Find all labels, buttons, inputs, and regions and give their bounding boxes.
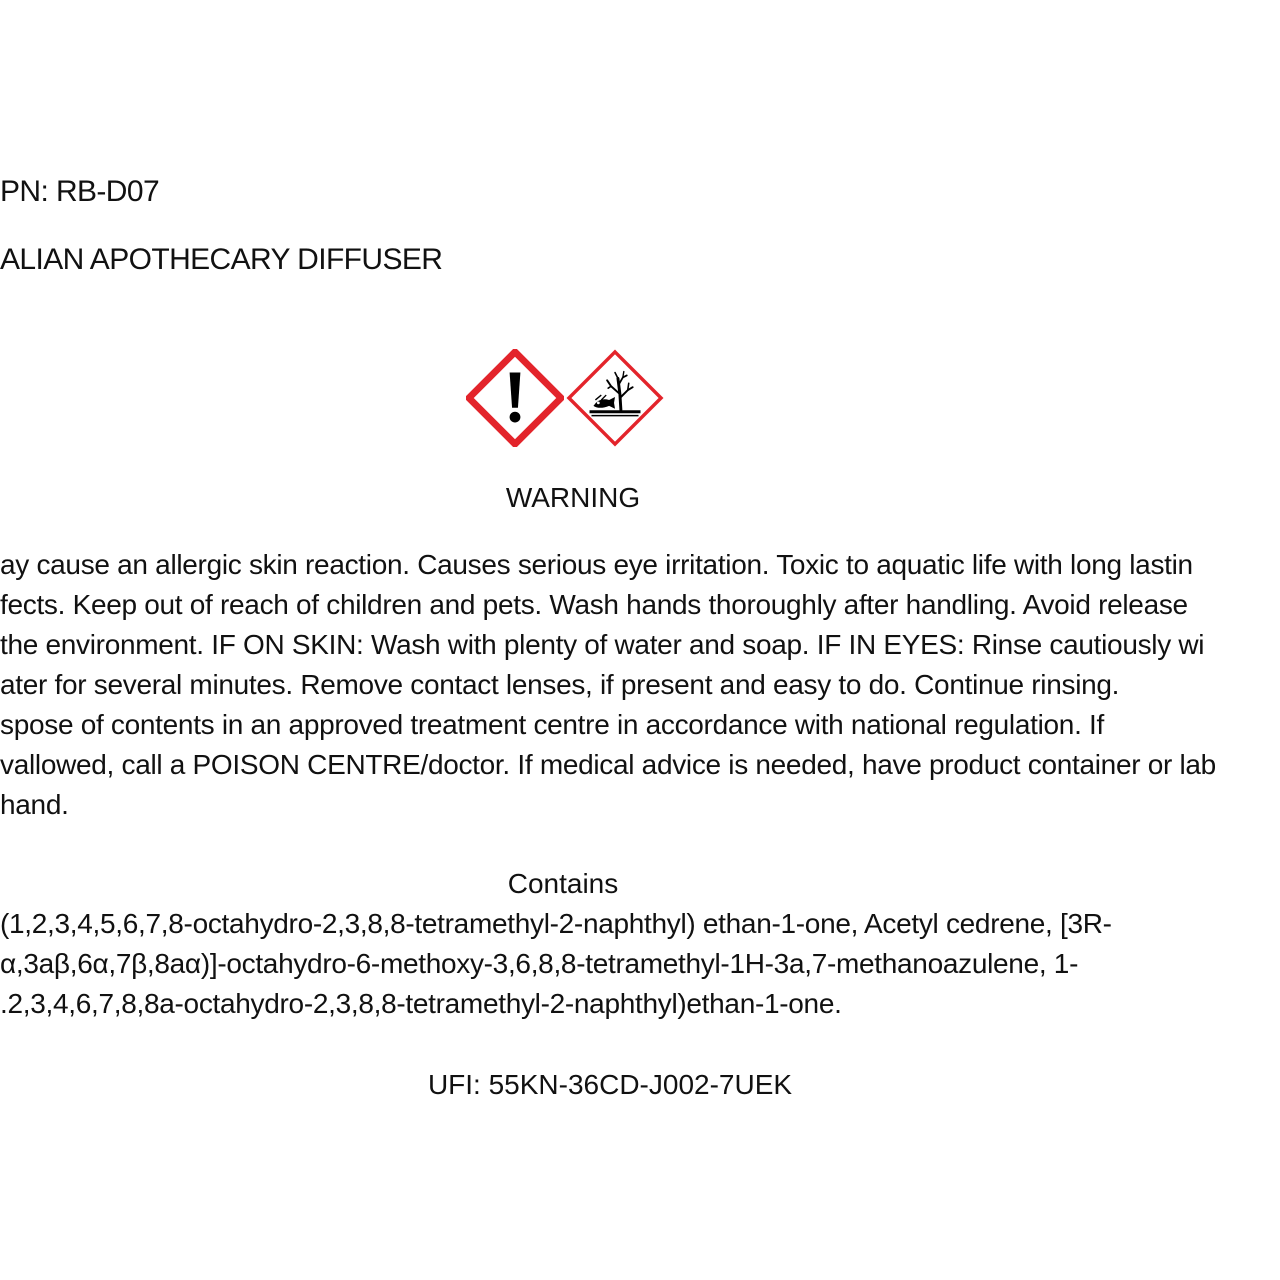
hazard-line: ater for several minutes. Remove contact lenses, if present and easy to do. Continue rinsing. [0, 669, 1120, 700]
ingredient-line: .2,3,4,6,7,8,8a-octahydro-2,3,8,8-tetramethyl-2-naphthyl)ethan-1-one. [0, 988, 842, 1019]
contains-ingredients [0, 904, 1112, 1024]
hazard-line: spose of contents in an approved treatment centre in accordance with national regulation. If [0, 709, 1104, 740]
hazard-line: the environment. IF ON SKIN: Wash with plenty of water and soap. IF IN EYES: Rinse cautiously wi [0, 629, 1205, 660]
hazard-statements [0, 545, 1216, 825]
ingredient-line: (1,2,3,4,5,6,7,8-octahydro-2,3,8,8-tetramethyl-2-naphthyl) ethan-1-one, Acetyl cedrene, [3R- [0, 908, 1112, 939]
hazard-line: fects. Keep out of reach of children and pets. Wash hands thoroughly after handling. Avoid release [0, 589, 1188, 620]
ufi-code: UFI: 55KN-36CD-J002-7UEK [427, 1069, 793, 1100]
signal-word: WARNING [505, 482, 641, 513]
product-number: PN: RB-D07 [0, 175, 160, 208]
ingredient-line: α,3aβ,6α,7β,8aα)]-octahydro-6-methoxy-3,6,8,8-tetramethyl-1H-3a,7-methanoazulene, 1- [0, 948, 1079, 979]
hazard-line: hand. [0, 789, 69, 820]
contains-heading: Contains [507, 868, 619, 899]
exclamation-mark-icon [466, 349, 564, 447]
environment-hazard-icon [566, 349, 664, 447]
hazard-line: vallowed, call a POISON CENTRE/doctor. If medical advice is needed, have product container or lab [0, 749, 1216, 780]
hazard-line: ay cause an allergic skin reaction. Causes serious eye irritation. Toxic to aquatic life with long lastin [0, 549, 1193, 580]
product-name: ALIAN APOTHECARY DIFFUSER [0, 243, 443, 276]
hazard-pictograms [466, 349, 668, 447]
